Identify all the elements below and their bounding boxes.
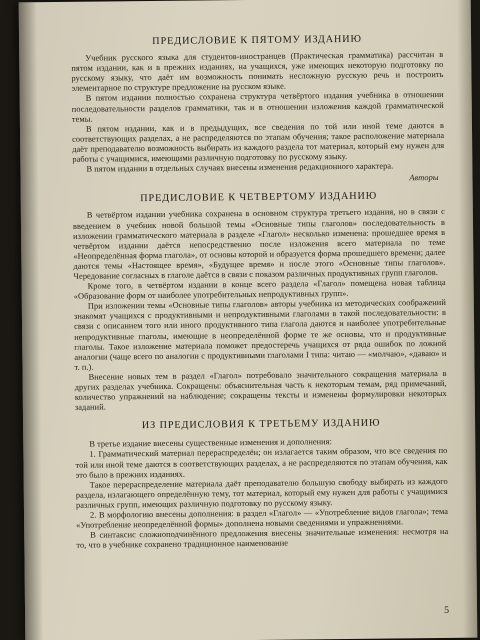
paragraph: 1. Грамматический материал перераспределён; он излагается таким образом, что все сведения по той или иной теме даются в соответствующих разделах, а не распределяются по этапам обучения, как это было в прежних изданиях. [75, 446, 448, 480]
paragraph: В синтаксис сложноподчинённого предложения внесены значительные изменения: несмотря на то, что в учебнике сохранено традиционное наименование [76, 527, 449, 551]
paragraph: В четвёртом издании учебника сохранена в основном структура третьего издания, но в связи с введением в учебник новой большой темы «Основные типы глаголов» последовательность в изложении грамматического материала в разделе «Глагол» несколько изменена: прошедшее время в четвёртом издании даётся непосредственно после изложения всего материала по теме «Неопределённая форма глагола», от основы которой и образуется форма прошедшего времени; далее даются темы «Настоящее время», «Будущее время» и после этого «Основные типы глаголов». Чередование согласных в глаголе даётся в связи с показом различных продуктивных групп глаголов. [72, 207, 446, 281]
paragraph: Кроме того, в четвёртом издании в конце всего раздела «Глагол» помещена новая таблица «Образование форм от наиболее употребительных непродуктивных групп». [73, 277, 446, 301]
paragraph: 2. В морфологию внесены дополнения: в раздел «Глагол» — «Употребление видов глагола»; тема «Употребление неопределённой формы» дополнена новыми сведениями и упражнениями. [76, 506, 449, 530]
paragraph: В третье издание внесены существенные изменения и дополнения: [89, 437, 332, 450]
section-heading-fourth-edition: ПРЕДИСЛОВИЕ К ЧЕТВЕРТОМУ ИЗДАНИЮ [140, 190, 378, 205]
paragraph: Внесение новых тем в раздел «Глагол» потребовало значительного сокращения материала в других разделах учебника. Сокращены: объяснительная часть к некоторым темам, ряд примечаний, количество упражнений на наблюдение; сокращены тексты и изменены формулировки некоторых заданий. [74, 368, 447, 413]
book-page [19, 0, 478, 640]
paragraph: Учебник русского языка для студентов-иностранцев (Практическая грамматика) рассчитан в пятом издании, как и в прежних изданиях, на учащихся, уже имеющих некоторую подготовку по русскому языку, что даёт им возможность понимать несложную русскую речь и построить элементарное по структуре предложение на русском языке. [71, 50, 444, 94]
paragraph: При изложении темы «Основные типы глаголов» авторы учебника из методических соображений знакомят учащихся с продуктивными и непродуктивными глаголами в такой последовательности: в связи с описанием того или иного продуктивного типа глагола даются и наиболее употребительные непродуктивные глаголы, имеющие в неопределённой форме те же основы, что и продуктивные глаголы. Такое изложение материала поможет предостеречь учащихся от ряда ошибок по ложной аналогии (чаще всего по аналогии с продуктивными глаголами I типа: читаю — «молчаю», «даваю» и т. п.). [73, 298, 447, 372]
page-number: 5 [443, 604, 450, 616]
paragraph: Такое перераспределение материала даёт преподавателю большую свободу выбирать из каждого раздела, излагающего определённую тему, тот материал, который ему нужен для работы с учащимися различных групп, имеющих различную подготовку по русскому языку. [75, 476, 448, 510]
section-heading-fifth-edition: ПРЕДИСЛОВИЕ К ПЯТОМУ ИЗДАНИЮ [152, 33, 362, 47]
authors-signature: Авторы [409, 173, 439, 183]
page-content [71, 34, 448, 551]
paragraph: В пятом издании полностью сохранена структура четвёртого издания учебника в отношении последовательности разделов грамматики, так и в отношении изложения каждой грамматической темы. [71, 90, 444, 124]
paragraph: В пятом издании, как и в предыдущих, все сведения по той или иной теме даются в соответствующих разделах, а не распределяются по этапам обучения; такое расположение материала даёт преподавателю возможность выбирать из каждого раздела тот материал, который ему нужен для работы с учащимися, имеющими различную подготовку по русскому языку. [72, 120, 445, 164]
paragraph: В пятом издании в отдельных случаях внесены изменения редакционного характера. [86, 161, 394, 174]
section-heading-third-edition: ИЗ ПРЕДИСЛОВИЯ К ТРЕТЬЕМУ ИЗДАНИЮ [141, 417, 381, 432]
